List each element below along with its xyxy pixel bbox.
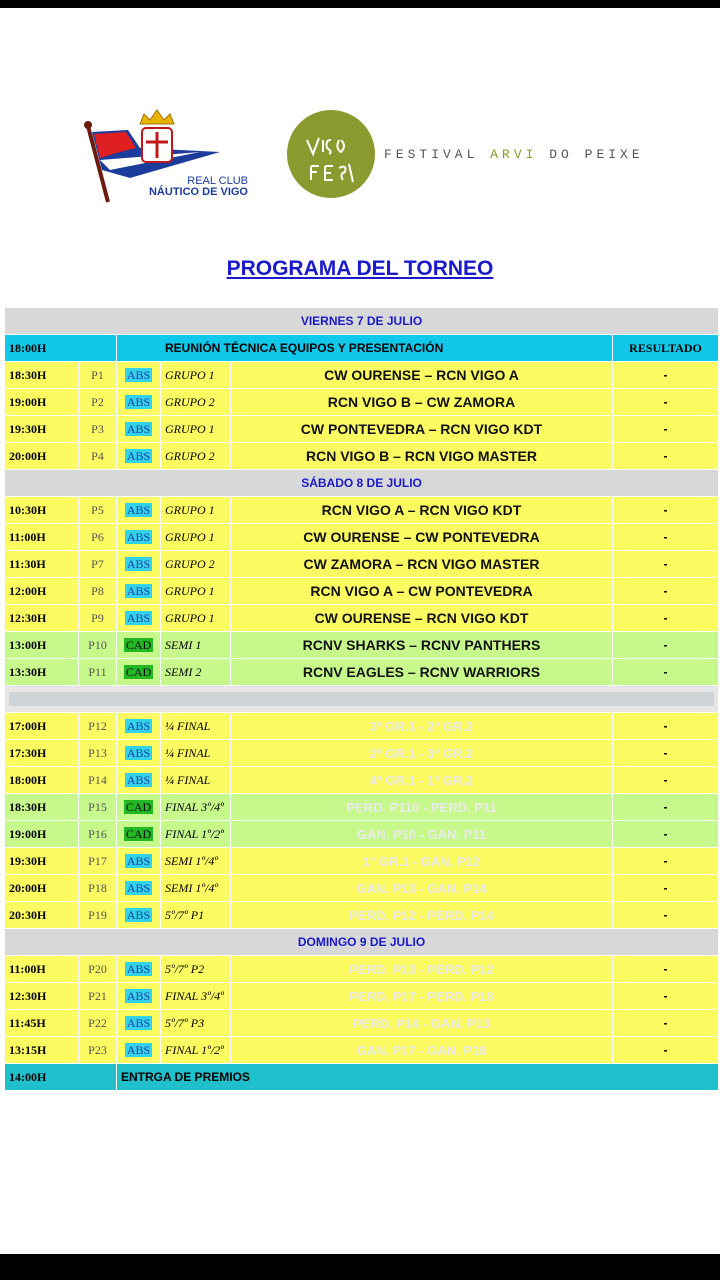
day-label: DOMINGO 9 DE JULIO	[5, 929, 719, 956]
group-label: 5º/7º P2	[161, 956, 231, 983]
meeting-row	[5, 335, 719, 362]
group-label: FINAL 3º/4º	[161, 794, 231, 821]
match-time: 13:15H	[5, 1037, 79, 1064]
category-text: ABS	[126, 502, 151, 517]
group-label: GRUPO 2	[161, 389, 231, 416]
table-row	[5, 551, 719, 578]
match-time: 20:30H	[5, 902, 79, 929]
match-code: P7	[79, 551, 117, 578]
match-time: 12:00H	[5, 578, 79, 605]
table-row	[5, 821, 719, 848]
match-time: 11:00H	[5, 524, 79, 551]
table-row	[5, 740, 719, 767]
category-badge	[117, 389, 161, 416]
match-teams: 1º GR.1 - GAN. P12	[231, 848, 613, 875]
club-line2: NÁUTICO DE VIGO	[148, 186, 248, 198]
match-result: -	[613, 416, 719, 443]
match-code: P17	[79, 848, 117, 875]
match-time: 17:30H	[5, 740, 79, 767]
match-teams: CW OURENSE – RCN VIGO A	[231, 362, 613, 389]
group-label: GRUPO 1	[161, 362, 231, 389]
match-time: 18:30H	[5, 362, 79, 389]
table-row	[5, 848, 719, 875]
match-teams: RCNV SHARKS – RCNV PANTHERS	[231, 632, 613, 659]
nav-bar	[0, 1254, 720, 1280]
match-result: -	[613, 578, 719, 605]
match-teams: 2º GR.1 - 3º GR.2	[231, 740, 613, 767]
match-code: P1	[79, 362, 117, 389]
group-label: GRUPO 1	[161, 497, 231, 524]
category-text: ABS	[126, 880, 151, 895]
match-time: 12:30H	[5, 983, 79, 1010]
match-result: -	[613, 848, 719, 875]
match-code: P21	[79, 983, 117, 1010]
match-result: -	[613, 524, 719, 551]
match-teams: RCN VIGO B – RCN VIGO MASTER	[231, 443, 613, 470]
group-label: GRUPO 2	[161, 551, 231, 578]
match-code: P18	[79, 875, 117, 902]
match-time: 20:00H	[5, 875, 79, 902]
match-teams: PERD. P13 - PERD. P12	[231, 956, 613, 983]
match-code: P20	[79, 956, 117, 983]
group-label: GRUPO 1	[161, 605, 231, 632]
group-label: FINAL 1º/2º	[161, 1037, 231, 1064]
category-text: CAD	[125, 637, 152, 652]
table-row	[5, 794, 719, 821]
match-time: 11:00H	[5, 956, 79, 983]
match-teams: RCNV EAGLES – RCNV WARRIORS	[231, 659, 613, 686]
festival-wordmark	[384, 147, 644, 162]
separator-cell	[5, 686, 719, 713]
awards-label: ENTRGA DE PREMIOS	[117, 1064, 719, 1091]
group-label: SEMI 1º/4º	[161, 875, 231, 902]
match-code: P3	[79, 416, 117, 443]
table-row	[5, 362, 719, 389]
category-text: ABS	[126, 1042, 151, 1057]
category-badge	[117, 740, 161, 767]
table-row	[5, 1010, 719, 1037]
match-result: -	[613, 659, 719, 686]
match-time: 17:00H	[5, 713, 79, 740]
match-code: P8	[79, 578, 117, 605]
match-code: P2	[79, 389, 117, 416]
match-teams: PERD. P17 - PERD. P18	[231, 983, 613, 1010]
match-teams: CW OURENSE – RCN VIGO KDT	[231, 605, 613, 632]
category-badge	[117, 794, 161, 821]
match-time: 18:00H	[5, 767, 79, 794]
table-row	[5, 389, 719, 416]
category-text: ABS	[126, 394, 151, 409]
match-result: -	[613, 821, 719, 848]
vigo-sea-fest-logo	[287, 110, 375, 198]
day-header-friday	[5, 308, 719, 335]
match-result: -	[613, 443, 719, 470]
match-teams: CW OURENSE – CW PONTEVEDRA	[231, 524, 613, 551]
table-row	[5, 632, 719, 659]
match-teams: 4º GR.1 - 1º GR.2	[231, 767, 613, 794]
category-badge	[117, 551, 161, 578]
match-teams: CW ZAMORA – RCN VIGO MASTER	[231, 551, 613, 578]
category-badge	[117, 1037, 161, 1064]
category-badge	[117, 767, 161, 794]
match-teams: GAN. P10 - GAN. P11	[231, 821, 613, 848]
match-result: -	[613, 794, 719, 821]
group-label: GRUPO 2	[161, 443, 231, 470]
match-teams: GAN. P17 - GAN. P18	[231, 1037, 613, 1064]
group-label: GRUPO 1	[161, 416, 231, 443]
result-header: RESULTADO	[613, 335, 719, 362]
category-badge	[117, 497, 161, 524]
category-badge	[117, 578, 161, 605]
match-result: -	[613, 767, 719, 794]
match-code: P19	[79, 902, 117, 929]
group-label: ¼ FINAL	[161, 767, 231, 794]
category-text: CAD	[125, 799, 152, 814]
match-result: -	[613, 551, 719, 578]
match-teams: CW PONTEVEDRA – RCN VIGO KDT	[231, 416, 613, 443]
category-text: CAD	[125, 664, 152, 679]
match-code: P12	[79, 713, 117, 740]
category-text: ABS	[126, 583, 151, 598]
category-badge	[117, 983, 161, 1010]
match-code: P22	[79, 1010, 117, 1037]
category-badge	[117, 713, 161, 740]
table-row	[5, 767, 719, 794]
table-row	[5, 416, 719, 443]
category-badge	[117, 443, 161, 470]
category-text: ABS	[126, 961, 151, 976]
page-title: PROGRAMA DEL TORNEO	[226, 257, 494, 280]
match-teams: PERD. P14 - GAN. P13	[231, 1010, 613, 1037]
match-result: -	[613, 956, 719, 983]
table-row	[5, 956, 719, 983]
group-label: 5º/7º P1	[161, 902, 231, 929]
match-result: -	[613, 983, 719, 1010]
match-teams: PERD. P110 - PERD. P11	[231, 794, 613, 821]
table-row	[5, 605, 719, 632]
group-label: FINAL 1º/2º	[161, 821, 231, 848]
match-code: P4	[79, 443, 117, 470]
category-badge	[117, 956, 161, 983]
match-result: -	[613, 497, 719, 524]
category-text: ABS	[126, 367, 151, 382]
festival-arvi: ARVI	[490, 147, 538, 162]
group-label: SEMI 2	[161, 659, 231, 686]
category-text: ABS	[126, 448, 151, 463]
match-code: P10	[79, 632, 117, 659]
group-label: SEMI 1	[161, 632, 231, 659]
separator-bar	[9, 692, 714, 706]
match-time: 13:00H	[5, 632, 79, 659]
category-text: ABS	[126, 529, 151, 544]
match-result: -	[613, 362, 719, 389]
category-text: ABS	[126, 745, 151, 760]
match-code: P15	[79, 794, 117, 821]
awards-time: 14:00H	[5, 1064, 117, 1091]
match-result: -	[613, 389, 719, 416]
match-teams: 3º GR.1 - 2º GR.2	[231, 713, 613, 740]
match-code: P9	[79, 605, 117, 632]
match-code: P16	[79, 821, 117, 848]
category-badge	[117, 1010, 161, 1037]
separator-row	[5, 686, 719, 713]
match-time: 18:30H	[5, 794, 79, 821]
club-name	[100, 176, 248, 198]
match-result: -	[613, 713, 719, 740]
meeting-label-text: REUNIÓN TÉCNICA EQUIPOS Y PRESENTACIÓN	[165, 341, 444, 355]
day-label: SÁBADO 8 DE JULIO	[5, 470, 719, 497]
match-result: -	[613, 632, 719, 659]
match-code: P11	[79, 659, 117, 686]
table-row	[5, 713, 719, 740]
match-time: 11:45H	[5, 1010, 79, 1037]
status-bar	[0, 0, 720, 8]
category-badge	[117, 632, 161, 659]
table-row	[5, 983, 719, 1010]
category-text: ABS	[126, 853, 151, 868]
category-badge	[117, 605, 161, 632]
table-row	[5, 443, 719, 470]
match-time: 13:30H	[5, 659, 79, 686]
category-text: ABS	[126, 1015, 151, 1030]
table-row	[5, 875, 719, 902]
category-text: ABS	[126, 421, 151, 436]
match-time: 19:00H	[5, 389, 79, 416]
category-badge	[117, 416, 161, 443]
meeting-time: 18:00H	[5, 335, 117, 362]
category-text: ABS	[126, 988, 151, 1003]
match-time: 11:30H	[5, 551, 79, 578]
club-line1: REAL CLUB	[187, 175, 248, 187]
day-label: VIERNES 7 DE JULIO	[5, 308, 719, 335]
match-teams: GAN. P13 - GAN. P14	[231, 875, 613, 902]
category-badge	[117, 659, 161, 686]
category-badge	[117, 821, 161, 848]
category-text: ABS	[126, 610, 151, 625]
match-code: P13	[79, 740, 117, 767]
match-time: 20:00H	[5, 443, 79, 470]
match-result: -	[613, 1010, 719, 1037]
awards-row	[5, 1064, 719, 1091]
category-badge	[117, 875, 161, 902]
table-row	[5, 659, 719, 686]
category-text: ABS	[126, 772, 151, 787]
table-row	[5, 497, 719, 524]
festival-suffix: DO PEIXE	[537, 147, 644, 162]
match-time: 19:00H	[5, 821, 79, 848]
category-badge	[117, 362, 161, 389]
schedule-table	[4, 307, 719, 1091]
group-label: FINAL 3º/4º	[161, 983, 231, 1010]
table-row	[5, 524, 719, 551]
match-time: 12:30H	[5, 605, 79, 632]
match-time: 19:30H	[5, 416, 79, 443]
table-row	[5, 902, 719, 929]
match-result: -	[613, 740, 719, 767]
category-badge	[117, 848, 161, 875]
match-code: P6	[79, 524, 117, 551]
group-label: SEMI 1º/4º	[161, 848, 231, 875]
match-time: 19:30H	[5, 848, 79, 875]
match-result: -	[613, 902, 719, 929]
match-time: 10:30H	[5, 497, 79, 524]
match-code: P5	[79, 497, 117, 524]
festival-prefix: FESTIVAL	[384, 147, 491, 162]
match-result: -	[613, 605, 719, 632]
match-teams: RCN VIGO B – CW ZAMORA	[231, 389, 613, 416]
group-label: ¼ FINAL	[161, 740, 231, 767]
category-badge	[117, 524, 161, 551]
category-text: CAD	[125, 826, 152, 841]
day-header-saturday	[5, 470, 719, 497]
table-row	[5, 578, 719, 605]
match-teams: PERD. P12 - PERD. P14	[231, 902, 613, 929]
category-text: ABS	[126, 556, 151, 571]
day-header-sunday	[5, 929, 719, 956]
category-badge	[117, 902, 161, 929]
table-row	[5, 1037, 719, 1064]
meeting-label	[117, 335, 613, 362]
category-text: ABS	[126, 718, 151, 733]
match-code: P23	[79, 1037, 117, 1064]
group-label: 5º/7º P3	[161, 1010, 231, 1037]
category-text: ABS	[126, 907, 151, 922]
match-result: -	[613, 875, 719, 902]
group-label: GRUPO 1	[161, 524, 231, 551]
match-teams: RCN VIGO A – RCN VIGO KDT	[231, 497, 613, 524]
match-code: P14	[79, 767, 117, 794]
group-label: GRUPO 1	[161, 578, 231, 605]
group-label: ¼ FINAL	[161, 713, 231, 740]
match-result: -	[613, 1037, 719, 1064]
match-teams: RCN VIGO A – CW PONTEVEDRA	[231, 578, 613, 605]
